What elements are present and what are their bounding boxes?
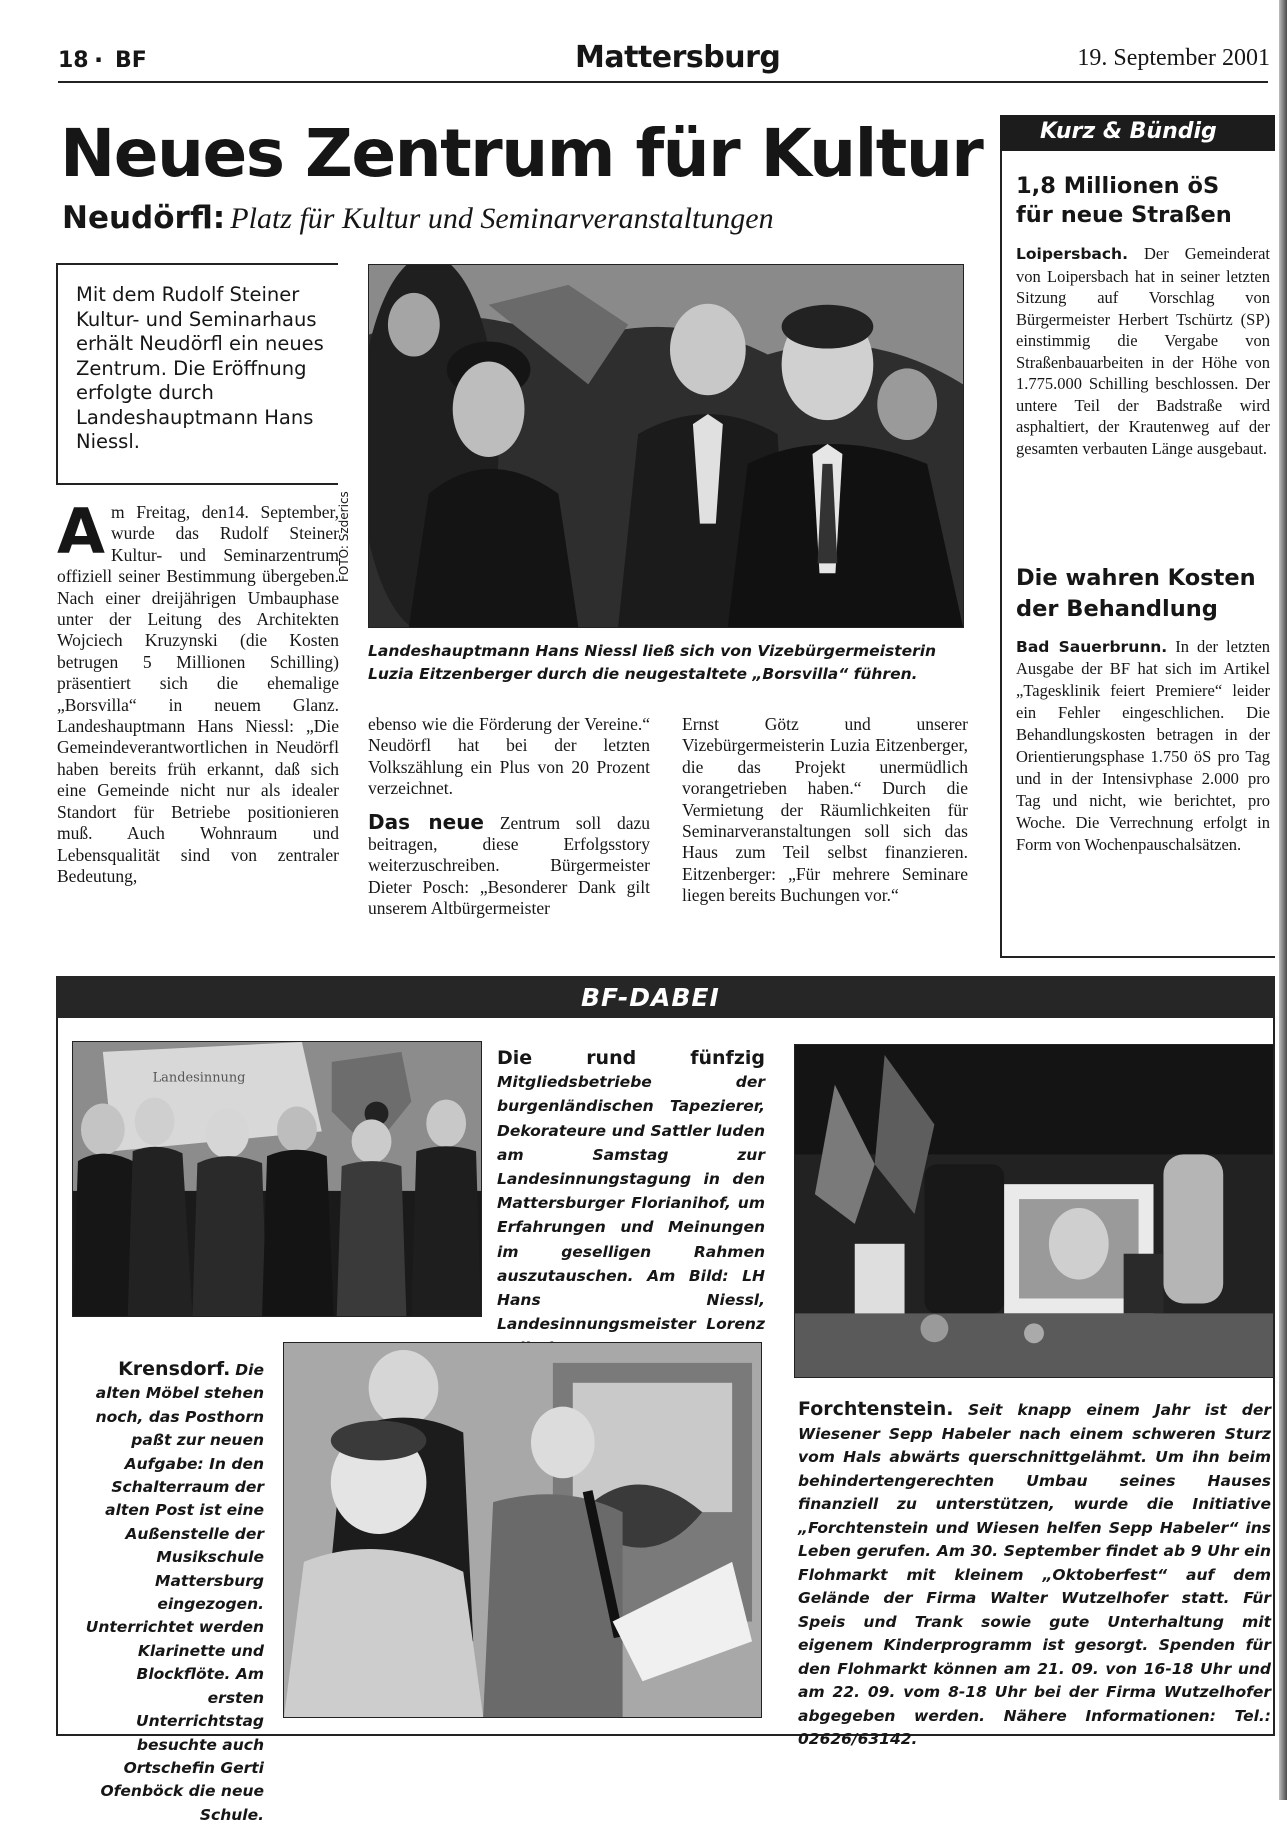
article-col1: [57, 495, 339, 887]
dabei-banner-text: BF-DABEI: [581, 983, 720, 1012]
photo-credit: FOTO: Szderics: [337, 491, 351, 582]
masthead-separator: ·: [94, 46, 104, 74]
sidebar-header-text: Kurz & Bündig: [1040, 119, 1217, 144]
dabei-photo-stilllife-image: [795, 1045, 1273, 1377]
sidebar-item2-place: Bad Sauerbrunn.: [1016, 638, 1168, 656]
main-photo-image: [369, 265, 963, 627]
dabei-photo-stilllife: [794, 1044, 1274, 1378]
dabei-banner: [56, 976, 1275, 1018]
dabei-item3-text: Seit knapp einem Jahr ist der Wiesener Sepp Habeler nach einem schweren Sturz vom Hals abwärts querschnittgelähmt. Um ihn beim behindertengerechten Umbau seines Hauses finanziell zu unterstützen, wurde die Initiative „Forchtenstein und Wiesen helfen Sepp Habeler“ ins Leben gerufen. Am 30. September findet ab 9 Uhr ein Flohmarkt mit kleinem „Oktoberfest“ auf dem Gelände der Firma Walter Wutzelhofer statt. Für Speis und Trank sowie gute Unterhaltung mit eigenem Kinderprogramm ist gesorgt. Spenden für den Flohmarkt können am 21. 09. von 16-18 Uhr und am 22. 09. vom 8-18 Uhr bei der Firma Wutzelhofer abgegeben werden. Nähere Informationen: Tel.: 02626/63142.: [798, 1401, 1271, 1748]
article-col3-text: Ernst Götz und unserer Vizebürgermeisterin Luzia Eitzenberger, die das Projekt unermüdlich vorangetrieben haben.“ Durch die Vermietung der Räumlichkeiten für Seminarveranstaltungen soll sich das Haus zum Teil selbst finanzieren. Eitzenberger: „Für mehrere Seminare liegen bereits Buchungen vor.“: [682, 714, 968, 906]
article-col2a: ebenso wie die Förderung der Vereine.“ Neudörfl hat bei der letzten Volkszählung ein Plus von 20 Prozent verzeichnet.: [368, 714, 650, 799]
subheadline: [62, 200, 982, 236]
sidebar-item1-text: Der Gemeinderat von Loipersbach hat in seiner letzten Sitzung auf Vorschlag von Bürgermeister Herbert Tschürtz (SP) einstimmig die Vergabe von Straßenbauarbeiten in der Höhe von 1.775.000 Schilling beschlossen. Der untere Teil der Badstraße wird asphaltiert, der Krautenweg auf der gesamten verbauten Länge ausgebaut.: [1016, 244, 1270, 458]
dabei-photo-musicschool-image: [284, 1343, 761, 1717]
sidebar-item1-body: [1016, 243, 1270, 459]
dabei-item2: [78, 1358, 264, 1827]
dabei-item2-lead: Krensdorf.: [118, 1358, 231, 1380]
article-col2: [368, 714, 650, 920]
dabei-item2-text: Die alten Möbel stehen noch, das Posthorn paßt zur neuen Aufgabe: In den Schalterraum der alten Post ist eine Außenstelle der Musikschule Mattersburg eingezogen. Unterrichtet werden Klarinette und Blockflöte. Am ersten Unterrichtstag besuchte auch Ortschefin Gerti Ofenböck die neue Schule.: [85, 1361, 264, 1824]
dabei-item3-lead: Forchtenstein.: [798, 1398, 954, 1420]
dabei-photo-group-image: [73, 1042, 481, 1316]
article-col3: [682, 714, 968, 907]
sidebar-item1-title: 1,8 Millionen öS für neue Straßen: [1016, 173, 1232, 228]
dabei-item1-lead: Die rund fünfzig: [497, 1047, 765, 1069]
subheadline-text: Platz für Kultur und Seminarveranstaltungen: [230, 202, 774, 235]
sidebar-header: [1000, 115, 1275, 151]
banner-lettering: Landesinnung: [152, 1070, 246, 1086]
lead-text: Mit dem Rudolf Steiner Kultur- und Seminarhaus erhält Neudörfl ein neues Zentrum. Die Eröffnung erfolgte durch Landeshauptmann Hans Niessl.: [76, 283, 324, 453]
main-photo: [368, 264, 964, 628]
masthead: [58, 38, 1278, 84]
issue-date: 19. September 2001: [1077, 45, 1270, 71]
dabei-item1-text: Mitgliedsbetriebe der burgenländischen Tapezierer, Dekorateure und Sattler luden am Samstag zur Landesinnungstagung in den Mattersburger Florianihof, um Erfahrungen und Meinungen im geselligen Rahmen auszutauschen. Am Bild: LH Hans Niessl, Landesinnungsmeister Lorenz: [497, 1073, 765, 1334]
article-col2b: Zentrum soll dazu beitragen, diese Erfolgsstory weiterzuschreiben. Bürgermeister Dieter Posch: „Besonderer Dank gilt unserem Altbürgermeister: [368, 812, 650, 919]
headline: Neues Zentrum für Kultur: [60, 115, 983, 192]
sidebar-item2-body: [1016, 636, 1270, 856]
dabei-item3: [798, 1398, 1271, 1752]
page-edge: [1279, 0, 1287, 1800]
sidebar-item2-text: In der letzten Ausgabe der BF hat sich im Artikel „Tagesklinik feiert Premiere“ leider ein Fehler eingeschlichen. Die Behandlungskosten betragen in der Orientierungsphase 1.750 öS pro Tag und in der Intensivphase 2.000 pro Tag und nicht, wie berichtet, pro Woche. Die Verrechnung erfolgt in Form von Wochenpauschalsätzen.: [1016, 637, 1271, 854]
article-col2-lead: Das neue: [368, 809, 484, 834]
dabei-photo-group: [72, 1041, 482, 1317]
main-photo-caption: Landeshauptmann Hans Niessl ließ sich von Vizebürgermeisterin Luzia Eitzenberger durch die neugestaltete „Borsvilla“ führen.: [368, 642, 937, 683]
dropcap: A: [57, 495, 105, 568]
article-col1-text: m Freitag, den14. September, wurde das Rudolf Steiner Kultur- und Seminarzentrum offiziell seiner Bestimmung übergeben. Nach einer dreijährigen Umbauphase unter der Leitung des Architekten Wojciech Kruzynski (die Kosten betrugen 5 Millionen Schilling) präsentiert sich die ehemalige „Borsvilla“ in neuem Glanz. Landeshauptmann Hans Niessl: „Die Gemeindeverantwortlichen in Neudörfl haben bereits früh erkannt, daß sich eine Gemeinde nicht nur als idealer Standort für Betriebe positionieren muß. Auch Wohnraum und Lebensqualität sind von zentraler Bedeutung,: [57, 502, 339, 886]
sidebar-item1-place: Loipersbach.: [1016, 245, 1128, 263]
page-number: 18: [58, 48, 89, 73]
paper-name: BF: [115, 48, 147, 73]
lead-box: [56, 263, 338, 485]
dabei-photo-musicschool: [283, 1342, 762, 1718]
sidebar-item2-title: Die wahren Kosten der Behandlung: [1016, 565, 1256, 622]
masthead-rule: [58, 81, 1268, 83]
section-title: Mattersburg: [575, 40, 781, 75]
subheadline-place: Neudörfl:: [62, 200, 226, 236]
